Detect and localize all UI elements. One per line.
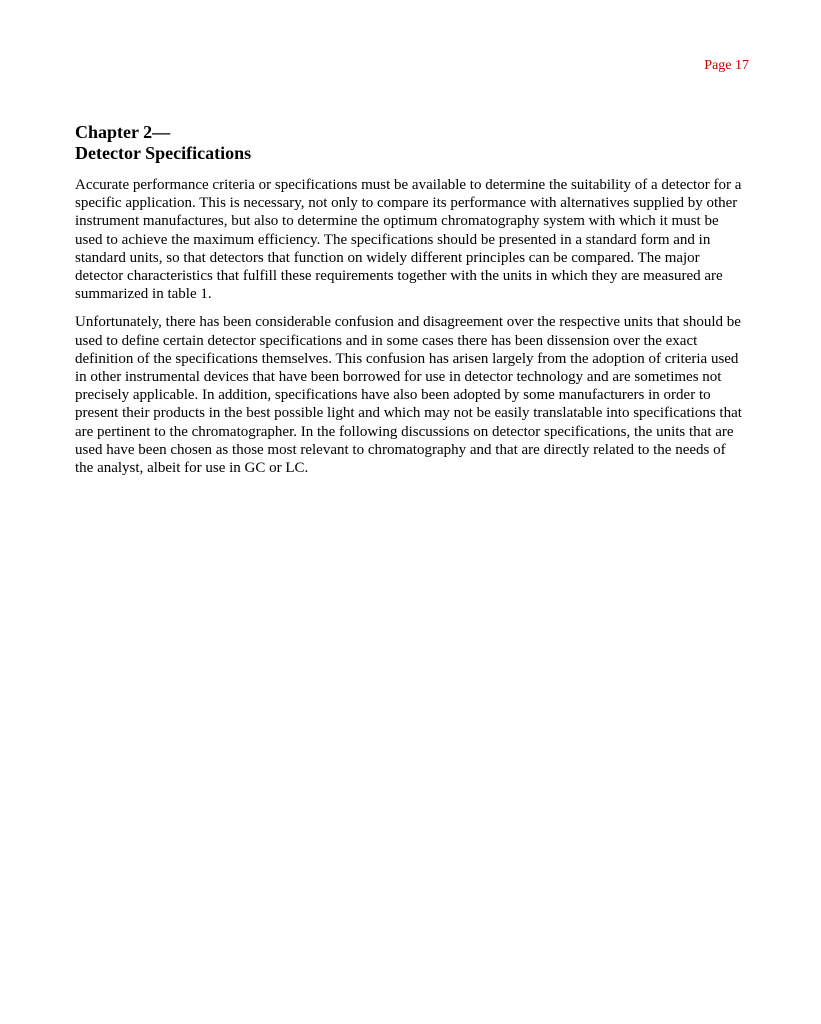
- chapter-heading: [75, 122, 745, 164]
- chapter-number: Chapter 2—: [75, 122, 171, 142]
- chapter-title: Detector Specifications: [75, 143, 252, 163]
- page-number: Page 17: [704, 58, 749, 73]
- paragraph-1: Accurate performance criteria or specifications must be available to determine the suitability of a detector for a specific application. This is necessary, not only to compare its performance with alternatives supplied by other instrument manufactures, but also to determine the optimum chromatography system with which it must be used to achieve the maximum efficiency. The specifications should be presented in a standard form and in standard units, so that detectors that function on widely different principles can be compared. The major detector characteristics that fulfill these requirements together with the units in which they are measured are summarized in table 1.: [75, 177, 742, 303]
- body-text: [75, 176, 747, 487]
- paragraph-2: Unfortunately, there has been considerable confusion and disagreement over the respective units that should be used to define certain detector specifications and in some cases there has been dissension over the exact definition of the specifications themselves. This confusion has arisen largely from the adoption of criteria used in other instrumental devices that have been borrowed for use in detector technology and are sometimes not precisely applicable. In addition, specifications have also been adopted by some manufacturers in order to present their products in the best possible light and which may not be easily translatable into specifications that are pertinent to the chromatographer. In the following discussions on detector specifications, the units that are used have been chosen as those most relevant to chromatography and that are directly related to the needs of the analyst, albeit for use in GC or LC.: [75, 314, 742, 477]
